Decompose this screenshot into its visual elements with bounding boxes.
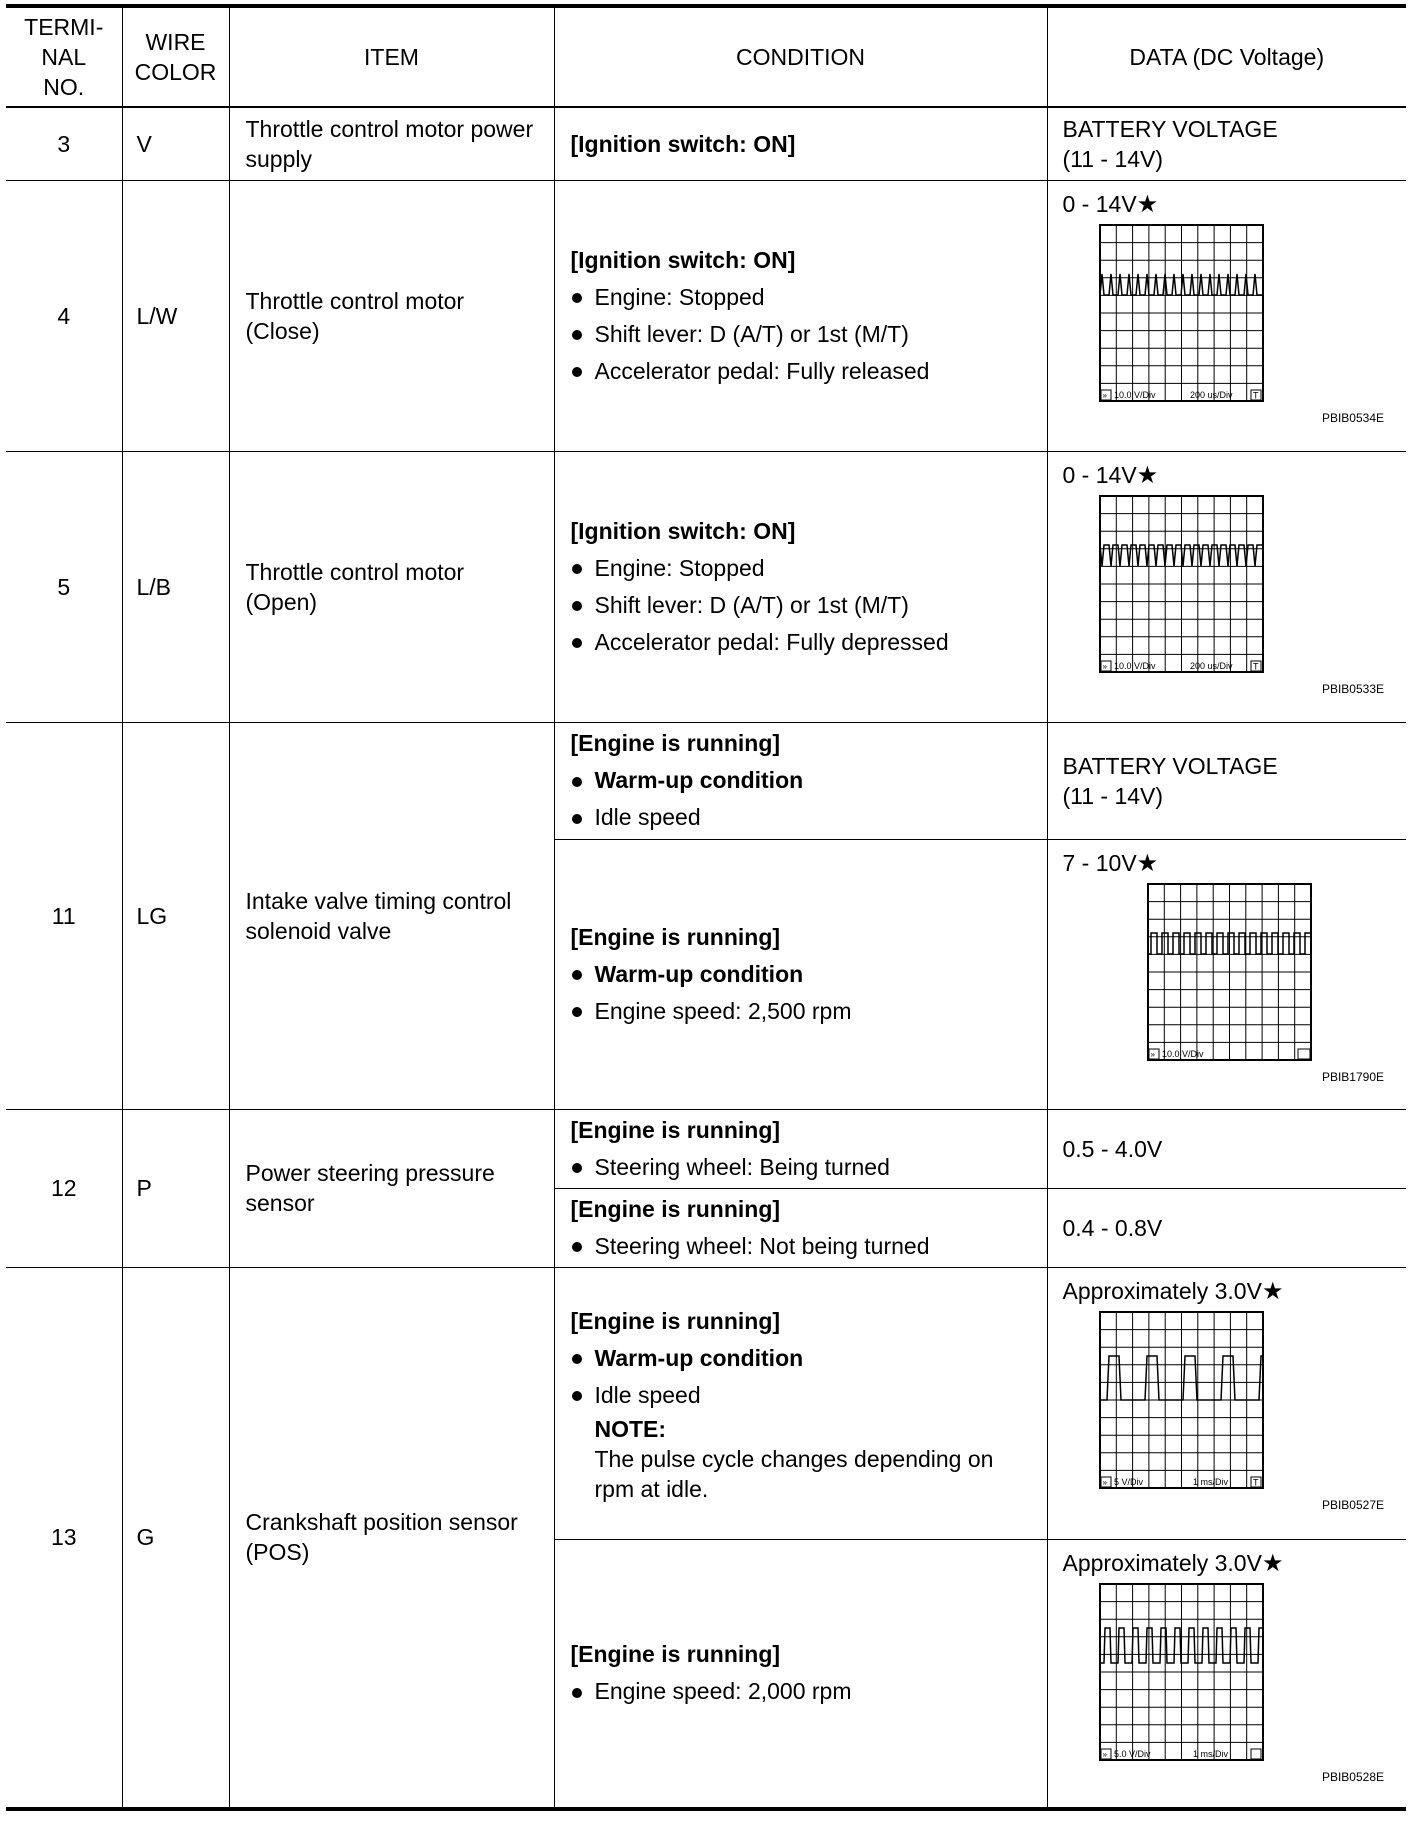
header-wire-color: WIRE COLOR — [122, 6, 229, 107]
scope-time-div: 200 us/Div — [1189, 660, 1233, 671]
wire-color: L/B — [122, 451, 229, 722]
table-row — [6, 1267, 1406, 1539]
data-value: 0.5 - 4.0V — [1047, 1109, 1406, 1188]
scope-grid — [1100, 496, 1263, 672]
item-name: Power steering pressure sensor — [229, 1109, 554, 1267]
svg-text:»: » — [1102, 1749, 1107, 1759]
terminal-no: 11 — [6, 722, 122, 1109]
data-waveform — [1047, 1539, 1406, 1809]
bullet-icon — [571, 1673, 595, 1710]
condition-item: Shift lever: D (A/T) or 1st (M/T) — [571, 316, 1037, 353]
star-icon: ★ — [1261, 1549, 1284, 1577]
note-title: NOTE: — [594, 1415, 667, 1442]
scope-time-div: 1 ms/Div — [1192, 1748, 1228, 1759]
wire-color: P — [122, 1109, 229, 1267]
item-name: Intake valve timing control solenoid valve — [229, 722, 554, 1109]
table-row — [6, 722, 1406, 839]
waveform-value: Approximately 3.0V★ — [1062, 1549, 1284, 1577]
bullet-icon — [571, 1377, 595, 1414]
note-text: rpm at idle. — [594, 1475, 709, 1502]
terminal-no: 3 — [6, 107, 122, 180]
bullet-icon — [571, 279, 595, 316]
condition-item: Engine: Stopped — [571, 279, 1037, 316]
ecm-terminal-table — [6, 4, 1406, 1811]
item-name: Throttle control motor (Open) — [229, 451, 554, 722]
condition-title: [Engine is running] — [570, 1116, 781, 1143]
bullet-icon — [571, 1149, 595, 1186]
bullet-icon — [571, 1228, 595, 1265]
condition-title: [Ignition switch: ON] — [570, 246, 796, 273]
star-icon: ★ — [1136, 461, 1159, 489]
waveform-value: 7 - 10V★ — [1062, 849, 1159, 877]
svg-text:T: T — [1252, 661, 1258, 671]
condition-item: Engine: Stopped — [571, 550, 1037, 587]
item-name: Throttle control motor power supply — [229, 107, 554, 180]
data-value: BATTERY VOLTAGE (11 - 14V) — [1047, 722, 1406, 839]
condition-item: Engine speed: 2,500 rpm — [571, 993, 1037, 1030]
condition-title: [Engine is running] — [570, 1641, 781, 1668]
scope-grid — [1100, 225, 1263, 401]
header-data: DATA (DC Voltage) — [1047, 6, 1406, 107]
header-condition: CONDITION — [554, 6, 1047, 107]
condition-item: Shift lever: D (A/T) or 1st (M/T) — [571, 587, 1037, 624]
scope-volt-div: 10.0 V/Div — [1113, 660, 1156, 671]
waveform-value: Approximately 3.0V★ — [1062, 1277, 1284, 1305]
scope-time-div: 1 ms/Div — [1192, 1476, 1228, 1487]
condition-item: Steering wheel: Being turned — [571, 1149, 1037, 1186]
waveform-value: 0 - 14V★ — [1062, 190, 1159, 218]
bullet-icon — [571, 993, 595, 1030]
condition-item: Steering wheel: Not being turned — [571, 1228, 1037, 1265]
bullet-icon — [571, 956, 595, 993]
table-row — [6, 1109, 1406, 1188]
svg-text:T: T — [1252, 390, 1258, 400]
star-icon: ★ — [1136, 190, 1159, 218]
condition-title: [Ignition switch: ON] — [570, 130, 796, 157]
star-icon: ★ — [1136, 849, 1159, 877]
svg-text:»: » — [1102, 390, 1107, 400]
figure-id: PBIB1790E — [1321, 1069, 1384, 1084]
scope-volt-div: 5.0 V/Div — [1113, 1748, 1151, 1759]
terminal-table-page — [6, 4, 1406, 1811]
condition — [554, 839, 1047, 1109]
data-waveform — [1047, 451, 1406, 722]
condition — [554, 722, 1047, 839]
scope-volt-div: 10.0 V/Div — [1161, 1048, 1204, 1059]
condition — [554, 1267, 1047, 1539]
figure-id: PBIB0528E — [1321, 1769, 1384, 1784]
condition-item: Warm-up condition — [571, 762, 1037, 799]
bullet-icon — [571, 550, 595, 587]
condition-title: [Engine is running] — [570, 1195, 781, 1222]
scope-grid — [1148, 884, 1311, 1060]
table-row — [6, 107, 1406, 180]
condition-title: [Ignition switch: ON] — [570, 517, 796, 544]
bullet-icon — [571, 799, 595, 836]
figure-id: PBIB0534E — [1321, 410, 1384, 425]
terminal-no: 5 — [6, 451, 122, 722]
svg-text:T: T — [1252, 1477, 1258, 1487]
bullet-icon — [571, 353, 595, 390]
oscilloscope-waveform — [1063, 883, 1393, 1068]
note-text: The pulse cycle changes depending on — [594, 1445, 994, 1472]
condition-item: Engine speed: 2,000 rpm — [571, 1673, 1037, 1710]
figure-id: PBIB0527E — [1321, 1497, 1384, 1512]
condition — [554, 1188, 1047, 1267]
note — [571, 1414, 1037, 1504]
condition-item: Warm-up condition — [571, 956, 1037, 993]
waveform-value: 0 - 14V★ — [1062, 461, 1159, 489]
item-name: Crankshaft position sensor (POS) — [229, 1267, 554, 1809]
condition-title: [Engine is running] — [570, 923, 781, 950]
oscilloscope-waveform — [1063, 1583, 1393, 1768]
condition-item: Accelerator pedal: Fully released — [571, 353, 1037, 390]
bullet-icon — [571, 624, 595, 661]
scope-volt-div: 10.0 V/Div — [1113, 389, 1156, 400]
condition-title: [Engine is running] — [570, 1307, 781, 1334]
bullet-icon — [571, 762, 595, 799]
condition — [554, 1539, 1047, 1809]
svg-text:»: » — [1102, 1477, 1107, 1487]
terminal-no: 4 — [6, 180, 122, 451]
bullet-icon — [571, 1340, 595, 1377]
header-row — [6, 6, 1406, 107]
terminal-no: 12 — [6, 1109, 122, 1267]
data-value: 0.4 - 0.8V — [1047, 1188, 1406, 1267]
wire-color: G — [122, 1267, 229, 1809]
condition — [554, 1109, 1047, 1188]
wire-color: V — [122, 107, 229, 180]
item-name: Throttle control motor (Close) — [229, 180, 554, 451]
condition — [554, 451, 1047, 722]
star-icon: ★ — [1261, 1277, 1284, 1305]
wire-color: LG — [122, 722, 229, 1109]
data-waveform — [1047, 839, 1406, 1109]
scope-grid — [1100, 1584, 1263, 1760]
bullet-icon — [571, 587, 595, 624]
condition-item: Warm-up condition — [571, 1340, 1037, 1377]
oscilloscope-waveform — [1063, 495, 1393, 680]
svg-text:»: » — [1102, 661, 1107, 671]
table-row — [6, 180, 1406, 451]
bullet-icon — [571, 316, 595, 353]
header-item: ITEM — [229, 6, 554, 107]
condition-title: [Engine is running] — [570, 730, 781, 756]
scope-volt-div: 5 V/Div — [1113, 1476, 1143, 1487]
condition-item: Accelerator pedal: Fully depressed — [571, 624, 1037, 661]
terminal-no: 13 — [6, 1267, 122, 1809]
condition-item: Idle speed — [571, 1377, 1037, 1414]
data-waveform — [1047, 180, 1406, 451]
table-row — [6, 451, 1406, 722]
data-waveform — [1047, 1267, 1406, 1539]
oscilloscope-waveform — [1063, 1311, 1393, 1496]
condition — [554, 180, 1047, 451]
figure-id: PBIB0533E — [1321, 681, 1384, 696]
condition — [554, 107, 1047, 180]
header-terminal-no: TERMI- NAL NO. — [6, 6, 122, 107]
oscilloscope-waveform — [1063, 224, 1393, 409]
data-value: BATTERY VOLTAGE (11 - 14V) — [1047, 107, 1406, 180]
condition-item: Idle speed — [571, 799, 1037, 836]
wire-color: L/W — [122, 180, 229, 451]
svg-text:»: » — [1150, 1049, 1155, 1059]
scope-time-div: 200 us/Div — [1189, 389, 1233, 400]
